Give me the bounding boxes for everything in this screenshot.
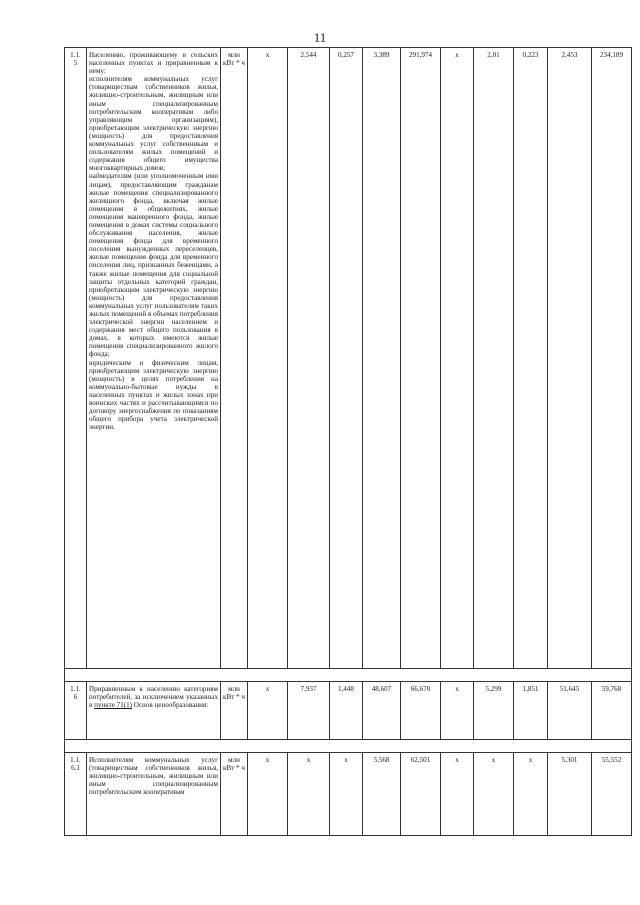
value-cell: х: [330, 753, 363, 836]
row-number: 1.1. 6.1: [65, 753, 87, 836]
value-cell: 62,501: [401, 753, 441, 836]
value-cell: х: [441, 682, 474, 740]
table-row: [65, 753, 632, 836]
value-cell: х: [474, 753, 514, 836]
value-cell: 5,568: [363, 753, 401, 836]
table-row: [65, 48, 632, 669]
value-cell: 66,670: [401, 682, 441, 740]
value-cell: х: [441, 48, 474, 669]
value-cell: х: [441, 753, 474, 836]
value-cell: 3,389: [363, 48, 401, 669]
row-number: 1.1. 5: [65, 48, 87, 669]
value-cell: 0,223: [514, 48, 548, 669]
value-cell: 5,299: [474, 682, 514, 740]
value-cell: 48,607: [363, 682, 401, 740]
row-number: 1.1. 6: [65, 682, 87, 740]
row-separator: [65, 669, 632, 682]
row-unit: млн кВт * ч: [221, 682, 248, 740]
value-cell: 2,544: [288, 48, 330, 669]
value-cell: х: [288, 753, 330, 836]
value-cell: 291,974: [401, 48, 441, 669]
row-description: Приравненным к населению категориям потребителей, за исключением указанных в пункте 71(1) Основ ценообразования:: [87, 682, 221, 740]
underlined-reference: пункте 71(1): [94, 701, 133, 710]
row-description: [87, 753, 221, 836]
row-unit: млн кВт * ч: [221, 48, 248, 669]
value-cell: 1,851: [514, 682, 548, 740]
tariff-table: [64, 47, 632, 836]
value-cell: 7,937: [288, 682, 330, 740]
value-cell: 234,189: [592, 48, 632, 669]
page-number: 11: [313, 30, 327, 45]
value-cell: 51,645: [548, 682, 592, 740]
value-cell: 1,448: [330, 682, 363, 740]
value-cell: 55,552: [592, 753, 632, 836]
table-row: [65, 682, 632, 740]
value-cell: 59,768: [592, 682, 632, 740]
value-cell: 2,01: [474, 48, 514, 669]
value-cell: 2,453: [548, 48, 592, 669]
value-cell: х: [514, 753, 548, 836]
value-cell: х: [248, 682, 288, 740]
row-unit: млн кВт * ч: [221, 753, 248, 836]
row-description: [87, 48, 221, 669]
row-description-text: Исполнителям коммунальных услуг (товариществам собственников жилья, жилищно-строительным, жилищным или иным специализированным потребительским кооперативам: [89, 756, 218, 797]
row-separator: [65, 740, 632, 753]
value-cell: х: [248, 753, 288, 836]
value-cell: 0,257: [330, 48, 363, 669]
value-cell: х: [248, 48, 288, 669]
value-cell: 5,301: [548, 753, 592, 836]
row-description-text: Населению, проживающему в сельских населенных пунктах и приравненным к нему: исполнителям коммунальных услуг (товариществам собственников жилья, жилищно-строительным, жилищным или иным специализированным потребительским кооперативам либо управляющим организациям), приобретающим электрическую энергию (мощность) для предоставления коммунальных услуг собственникам и пользователям жилых помещений и содержания общего имущества многоквартирных домов; наймодателям (или уполномоченным ими лицам), предоставляющим гражданам жилые помещения специализированного жилищного фонда, включая жилые помещения в общежитиях, жилые помещения маневренного фонда, жилые помещения в домах системы социального обслуживания населения, жилые помещения фонда для временного поселения вынужденных переселенцев, жилые помещения фонда для временного поселения лиц, признанных беженцами, а также жилые помещения для социальной защиты отдельных категорий граждан, приобретающим электрическую энергию (мощность) для предоставления коммунальных услуг пользователям таких жилых помещений в объемах потребления электрической энергии населением и содержания мест общего пользования в домах, в которых имеются жилые помещения специализированного жилого фонда; юридическим и физическим лицам, приобретающим электрическую энергию (мощность) в целях потребления на коммунально-бытовые нужды в населенных пунктах и жилых зонах при воинских частях и рассчитывающимся по договору энергоснабжения по показаниям общего прибора учета электрической энергии.: [89, 51, 218, 432]
